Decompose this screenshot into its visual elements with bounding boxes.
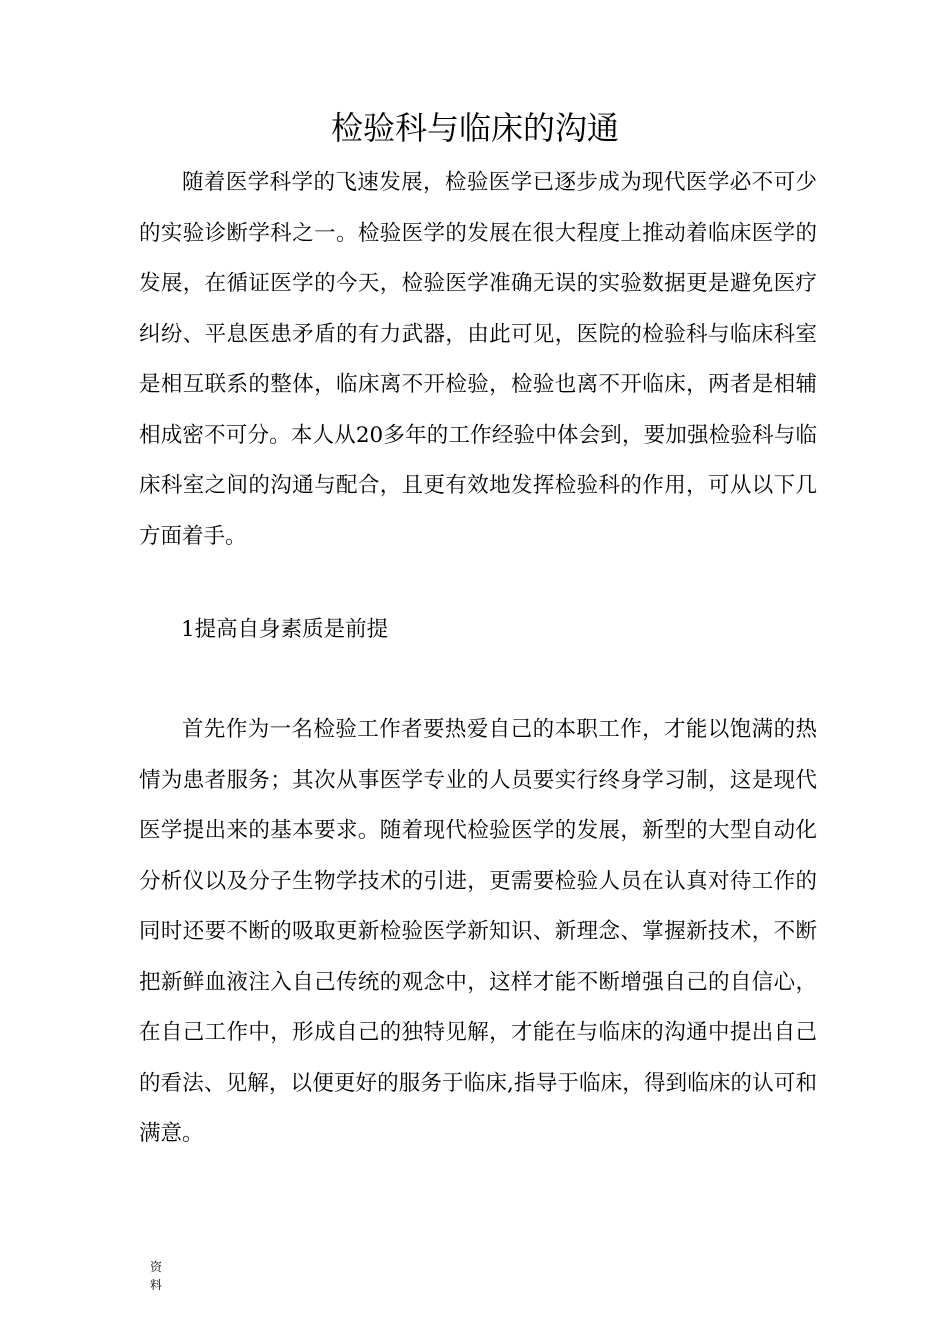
footer-note: 资料 [149, 1260, 162, 1292]
section-heading: 1提高自身素质是前提 [181, 617, 389, 642]
intro-paragraph: 随着医学科学的飞速发展，检验医学已逐步成为现代医学必不可少的实验诊断学科之一。检验医学的发展在很大程度上推动着临床医学的发展，在循证医学的今天，检验医学准确无误的实验数据更是避免医疗纠纷、平息医患矛盾的有力武器，由此可见，医院的检验科与临床科室是相互联系的整体，临床离不开检验，检验也离不开临床，两者是相辅相成密不可分。本人从20多年的工作经验中体会到，要加强检验科与临床科室之间的沟通与配合，且更有效地发挥检验科的作用，可从以下几方面着手。 [139, 170, 817, 549]
page-title: 检验科与临床的沟通 [330, 109, 619, 147]
section-paragraph: 首先作为一名检验工作者要热爱自己的本职工作，才能以饱满的热情为患者服务；其次从事医学专业的人员要实行终身学习制，这是现代医学提出来的基本要求。随着现代检验医学的发展，新型的大型自动化分析仪以及分子生物学技术的引进，更需要检验人员在认真对待工作的同时还要不断的吸取更新检验医学新知识、新理念、掌握新技术，不断把新鲜血液注入自己传统的观念中，这样才能不断增强自己的自信心，在自己工作中，形成自己的独特见解，才能在与临床的沟通中提出自己的看法、见解，以便更好的服务于临床,指导于临床，得到临床的认可和满意。 [139, 717, 817, 1146]
